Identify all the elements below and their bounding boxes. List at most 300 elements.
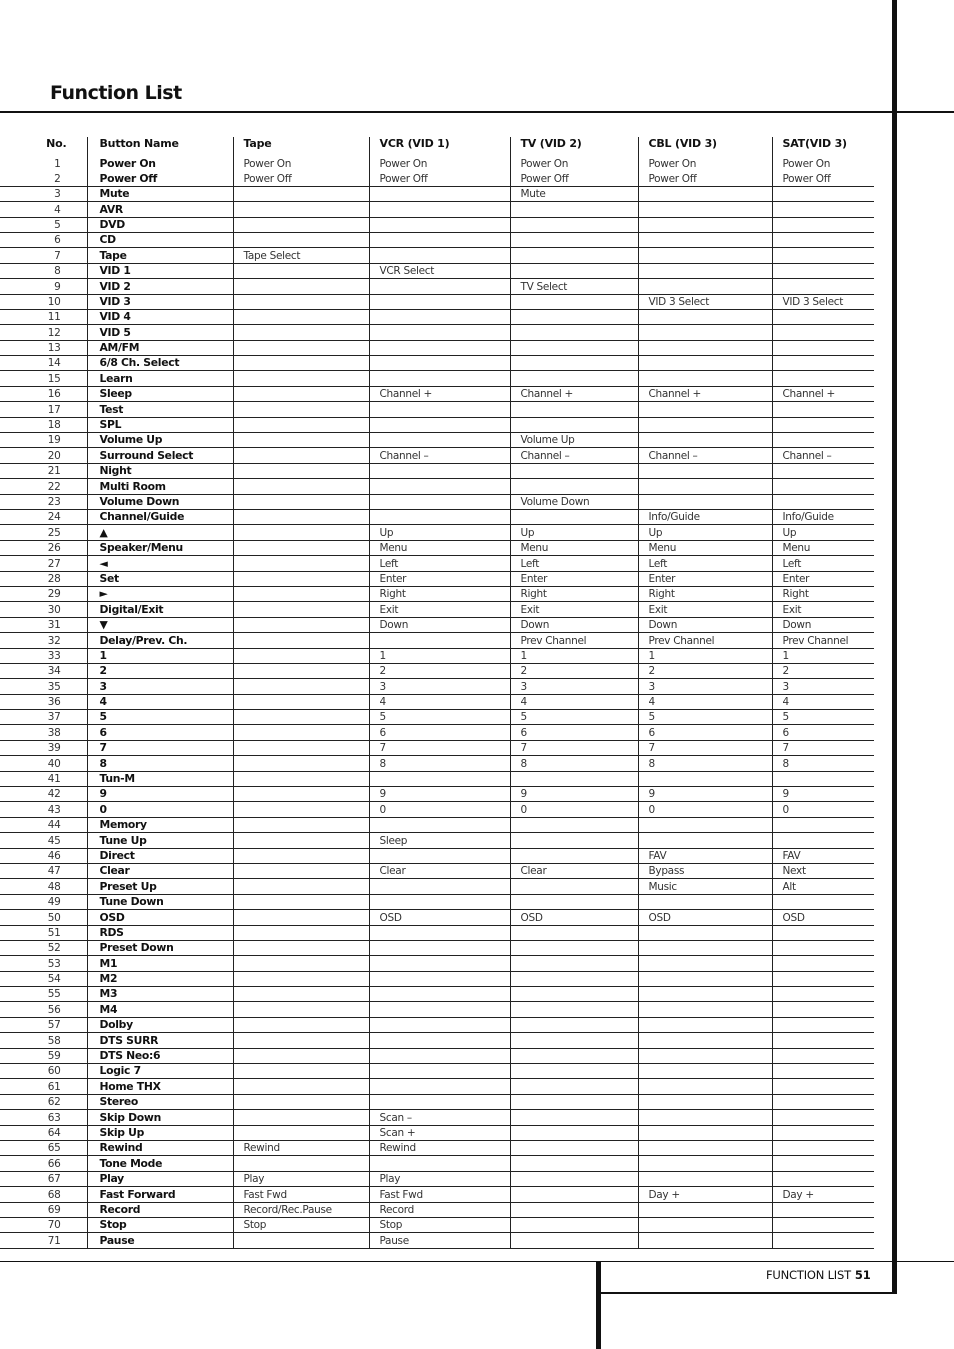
cell-cbl-vid3 xyxy=(638,833,772,848)
cell-button-name: Stereo xyxy=(87,1094,233,1109)
cell-no: 56 xyxy=(0,1002,87,1017)
cell-tv-vid2 xyxy=(510,1141,638,1156)
cell-tv-vid2 xyxy=(510,1110,638,1125)
cell-no: 34 xyxy=(0,663,87,678)
cell-vcr-vid1: Rewind xyxy=(369,1141,510,1156)
cell-vcr-vid1 xyxy=(369,279,510,294)
cell-tape xyxy=(233,340,369,355)
cell-button-name: 5 xyxy=(87,710,233,725)
cell-sat-vid3: 2 xyxy=(772,663,874,678)
cell-tv-vid2: 4 xyxy=(510,694,638,709)
cell-sat-vid3 xyxy=(772,325,874,340)
cell-button-name: Tun-M xyxy=(87,771,233,786)
cell-tv-vid2: 7 xyxy=(510,740,638,755)
cell-no: 35 xyxy=(0,679,87,694)
cell-cbl-vid3 xyxy=(638,417,772,432)
table-row xyxy=(0,879,874,894)
cell-cbl-vid3: 1 xyxy=(638,648,772,663)
cell-tape xyxy=(233,325,369,340)
cell-cbl-vid3 xyxy=(638,217,772,232)
cell-no: 41 xyxy=(0,771,87,786)
cell-cbl-vid3 xyxy=(638,1171,772,1186)
cell-sat-vid3 xyxy=(772,925,874,940)
table-row xyxy=(0,1048,874,1063)
cell-cbl-vid3: OSD xyxy=(638,910,772,925)
cell-tape xyxy=(233,756,369,771)
cell-sat-vid3 xyxy=(772,263,874,278)
cell-cbl-vid3 xyxy=(638,1094,772,1109)
cell-cbl-vid3: Prev Channel xyxy=(638,633,772,648)
cell-no: 38 xyxy=(0,725,87,740)
cell-vcr-vid1: Play xyxy=(369,1171,510,1186)
cell-cbl-vid3 xyxy=(638,463,772,478)
table-row xyxy=(0,817,874,832)
function-list-table xyxy=(0,137,874,1249)
cell-vcr-vid1 xyxy=(369,971,510,986)
cell-no: 50 xyxy=(0,910,87,925)
cell-button-name: DTS Neo:6 xyxy=(87,1048,233,1063)
table-row xyxy=(0,987,874,1002)
cell-button-name: Test xyxy=(87,402,233,417)
cell-tape xyxy=(233,556,369,571)
cell-vcr-vid1: Stop xyxy=(369,1217,510,1232)
cell-vcr-vid1 xyxy=(369,1064,510,1079)
cell-tape: Power Off xyxy=(233,171,369,186)
cell-button-name: SPL xyxy=(87,417,233,432)
cell-cbl-vid3 xyxy=(638,202,772,217)
cell-no: 10 xyxy=(0,294,87,309)
cell-tv-vid2 xyxy=(510,1202,638,1217)
table-row xyxy=(0,602,874,617)
cell-no: 43 xyxy=(0,802,87,817)
cell-tv-vid2: 2 xyxy=(510,663,638,678)
cell-vcr-vid1: 6 xyxy=(369,725,510,740)
cell-cbl-vid3: 9 xyxy=(638,787,772,802)
table-row xyxy=(0,956,874,971)
cell-sat-vid3 xyxy=(772,1017,874,1032)
cell-button-name: M2 xyxy=(87,971,233,986)
cell-vcr-vid1 xyxy=(369,879,510,894)
cell-sat-vid3 xyxy=(772,309,874,324)
cell-vcr-vid1 xyxy=(369,202,510,217)
cell-sat-vid3: Enter xyxy=(772,571,874,586)
cell-tv-vid2: Exit xyxy=(510,602,638,617)
cell-sat-vid3: 6 xyxy=(772,725,874,740)
cell-button-name: Delay/Prev. Ch. xyxy=(87,633,233,648)
cell-tv-vid2: Channel + xyxy=(510,386,638,401)
cell-vcr-vid1: 0 xyxy=(369,802,510,817)
cell-tv-vid2 xyxy=(510,217,638,232)
cell-tape xyxy=(233,679,369,694)
cell-cbl-vid3 xyxy=(638,971,772,986)
cell-tape xyxy=(233,371,369,386)
cell-button-name: Volume Up xyxy=(87,433,233,448)
table-row xyxy=(0,509,874,524)
cell-button-name: ► xyxy=(87,586,233,601)
cell-no: 27 xyxy=(0,556,87,571)
cell-button-name: M4 xyxy=(87,1002,233,1017)
cell-vcr-vid1: 3 xyxy=(369,679,510,694)
cell-vcr-vid1 xyxy=(369,417,510,432)
cell-tv-vid2: 5 xyxy=(510,710,638,725)
cell-button-name: 3 xyxy=(87,679,233,694)
cell-button-name: 4 xyxy=(87,694,233,709)
table-row xyxy=(0,802,874,817)
cell-vcr-vid1: Channel + xyxy=(369,386,510,401)
cell-tape xyxy=(233,971,369,986)
cell-button-name: ▼ xyxy=(87,617,233,632)
cell-tape: Play xyxy=(233,1171,369,1186)
cell-tape xyxy=(233,910,369,925)
cell-tv-vid2: Volume Up xyxy=(510,433,638,448)
table-row xyxy=(0,417,874,432)
cell-tape xyxy=(233,710,369,725)
table-row xyxy=(0,402,874,417)
cell-tv-vid2: Mute xyxy=(510,186,638,201)
cell-tape xyxy=(233,956,369,971)
cell-tv-vid2 xyxy=(510,1079,638,1094)
cell-tape: Fast Fwd xyxy=(233,1187,369,1202)
cell-no: 48 xyxy=(0,879,87,894)
cell-vcr-vid1: Scan + xyxy=(369,1125,510,1140)
table-row xyxy=(0,340,874,355)
table-row xyxy=(0,633,874,648)
table-row xyxy=(0,1079,874,1094)
cell-sat-vid3 xyxy=(772,479,874,494)
cell-sat-vid3: 9 xyxy=(772,787,874,802)
table-row xyxy=(0,494,874,509)
cell-tv-vid2: 9 xyxy=(510,787,638,802)
table-row xyxy=(0,1017,874,1032)
table-row xyxy=(0,556,874,571)
cell-button-name: Record xyxy=(87,1202,233,1217)
cell-sat-vid3 xyxy=(772,940,874,955)
table-row xyxy=(0,1171,874,1186)
cell-button-name: Preset Down xyxy=(87,940,233,955)
cell-cbl-vid3: 2 xyxy=(638,663,772,678)
cell-cbl-vid3 xyxy=(638,263,772,278)
cell-button-name: RDS xyxy=(87,925,233,940)
cell-cbl-vid3 xyxy=(638,325,772,340)
cell-cbl-vid3 xyxy=(638,340,772,355)
cell-tv-vid2: Right xyxy=(510,586,638,601)
cell-tv-vid2 xyxy=(510,1171,638,1186)
table-row xyxy=(0,386,874,401)
cell-no: 63 xyxy=(0,1110,87,1125)
cell-tape: Tape Select xyxy=(233,248,369,263)
cell-cbl-vid3: Channel + xyxy=(638,386,772,401)
cell-tv-vid2 xyxy=(510,248,638,263)
cell-cbl-vid3 xyxy=(638,186,772,201)
cell-tape xyxy=(233,787,369,802)
cell-cbl-vid3 xyxy=(638,1017,772,1032)
cell-vcr-vid1 xyxy=(369,1033,510,1048)
cell-tape xyxy=(233,1033,369,1048)
cell-cbl-vid3: Channel – xyxy=(638,448,772,463)
cell-no: 9 xyxy=(0,279,87,294)
table-row xyxy=(0,279,874,294)
table-row xyxy=(0,325,874,340)
cell-vcr-vid1: Power On xyxy=(369,157,510,171)
cell-sat-vid3 xyxy=(772,202,874,217)
table-row xyxy=(0,756,874,771)
cell-sat-vid3: Up xyxy=(772,525,874,540)
cell-button-name: Learn xyxy=(87,371,233,386)
table-row xyxy=(0,186,874,201)
cell-cbl-vid3: Left xyxy=(638,556,772,571)
header-vcr-vid1: VCR (VID 1) xyxy=(369,137,510,157)
cell-tv-vid2 xyxy=(510,463,638,478)
cell-vcr-vid1: Fast Fwd xyxy=(369,1187,510,1202)
cell-no: 31 xyxy=(0,617,87,632)
cell-no: 26 xyxy=(0,540,87,555)
cell-no: 2 xyxy=(0,171,87,186)
cell-button-name: VID 2 xyxy=(87,279,233,294)
table-row xyxy=(0,1141,874,1156)
table-row xyxy=(0,925,874,940)
page-footer xyxy=(766,1268,871,1282)
cell-tv-vid2 xyxy=(510,971,638,986)
cell-tape xyxy=(233,1002,369,1017)
cell-tape xyxy=(233,356,369,371)
cell-vcr-vid1 xyxy=(369,494,510,509)
cell-cbl-vid3 xyxy=(638,1079,772,1094)
cell-no: 61 xyxy=(0,1079,87,1094)
cell-vcr-vid1: Exit xyxy=(369,602,510,617)
cell-cbl-vid3: Menu xyxy=(638,540,772,555)
cell-tv-vid2: Up xyxy=(510,525,638,540)
cell-cbl-vid3 xyxy=(638,894,772,909)
cell-button-name: Mute xyxy=(87,186,233,201)
cell-button-name: 2 xyxy=(87,663,233,678)
cell-sat-vid3: Right xyxy=(772,586,874,601)
cell-button-name: ▲ xyxy=(87,525,233,540)
cell-button-name: VID 4 xyxy=(87,309,233,324)
cell-sat-vid3: 4 xyxy=(772,694,874,709)
cell-tape xyxy=(233,279,369,294)
cell-tv-vid2: Menu xyxy=(510,540,638,555)
cell-no: 20 xyxy=(0,448,87,463)
cell-tape xyxy=(233,1048,369,1063)
cell-tape xyxy=(233,633,369,648)
cell-no: 65 xyxy=(0,1141,87,1156)
cell-button-name: 8 xyxy=(87,756,233,771)
cell-no: 58 xyxy=(0,1033,87,1048)
cell-tape: Power On xyxy=(233,157,369,171)
table-row xyxy=(0,232,874,247)
cell-cbl-vid3 xyxy=(638,371,772,386)
cell-vcr-vid1 xyxy=(369,356,510,371)
cell-tape xyxy=(233,232,369,247)
table-row xyxy=(0,863,874,878)
cell-cbl-vid3: 8 xyxy=(638,756,772,771)
cell-tv-vid2 xyxy=(510,987,638,1002)
cell-cbl-vid3: Info/Guide xyxy=(638,509,772,524)
cell-vcr-vid1 xyxy=(369,987,510,1002)
cell-no: 6 xyxy=(0,232,87,247)
cell-no: 64 xyxy=(0,1125,87,1140)
cell-button-name: Tape xyxy=(87,248,233,263)
cell-tv-vid2: Power On xyxy=(510,157,638,171)
table-row xyxy=(0,848,874,863)
cell-vcr-vid1: Right xyxy=(369,586,510,601)
cell-cbl-vid3: FAV xyxy=(638,848,772,863)
cell-vcr-vid1 xyxy=(369,402,510,417)
cell-button-name: Pause xyxy=(87,1233,233,1248)
cell-sat-vid3 xyxy=(772,279,874,294)
cell-no: 47 xyxy=(0,863,87,878)
cell-sat-vid3 xyxy=(772,433,874,448)
cell-cbl-vid3 xyxy=(638,279,772,294)
cell-tv-vid2 xyxy=(510,1064,638,1079)
table-row xyxy=(0,217,874,232)
cell-sat-vid3 xyxy=(772,1171,874,1186)
cell-cbl-vid3: 3 xyxy=(638,679,772,694)
cell-tv-vid2 xyxy=(510,309,638,324)
cell-button-name: Skip Up xyxy=(87,1125,233,1140)
table-row xyxy=(0,771,874,786)
cell-button-name: Tune Down xyxy=(87,894,233,909)
cell-tape xyxy=(233,525,369,540)
cell-sat-vid3 xyxy=(772,1202,874,1217)
cell-tv-vid2 xyxy=(510,1125,638,1140)
cell-vcr-vid1: Clear xyxy=(369,863,510,878)
cell-sat-vid3 xyxy=(772,1141,874,1156)
table-row xyxy=(0,586,874,601)
cell-tape xyxy=(233,386,369,401)
table-row xyxy=(0,1233,874,1248)
cell-no: 36 xyxy=(0,694,87,709)
cell-cbl-vid3 xyxy=(638,1202,772,1217)
cell-cbl-vid3 xyxy=(638,956,772,971)
cell-button-name: VID 3 xyxy=(87,294,233,309)
table-header-row xyxy=(0,137,874,157)
table-row xyxy=(0,448,874,463)
cell-sat-vid3 xyxy=(772,371,874,386)
header-button-name: Button Name xyxy=(87,137,233,157)
cell-vcr-vid1 xyxy=(369,309,510,324)
cell-cbl-vid3: Down xyxy=(638,617,772,632)
cell-cbl-vid3: Up xyxy=(638,525,772,540)
table-row xyxy=(0,833,874,848)
cell-cbl-vid3 xyxy=(638,771,772,786)
cell-no: 15 xyxy=(0,371,87,386)
table-row xyxy=(0,1064,874,1079)
table-row xyxy=(0,463,874,478)
cell-no: 13 xyxy=(0,340,87,355)
cell-no: 7 xyxy=(0,248,87,263)
cell-no: 42 xyxy=(0,787,87,802)
cell-button-name: 0 xyxy=(87,802,233,817)
cell-tape xyxy=(233,925,369,940)
cell-vcr-vid1 xyxy=(369,232,510,247)
cell-vcr-vid1 xyxy=(369,1048,510,1063)
header-tape: Tape xyxy=(233,137,369,157)
cell-sat-vid3 xyxy=(772,1033,874,1048)
cell-tape xyxy=(233,1110,369,1125)
cell-sat-vid3: Next xyxy=(772,863,874,878)
cell-no: 5 xyxy=(0,217,87,232)
table-row xyxy=(0,710,874,725)
cell-vcr-vid1: Sleep xyxy=(369,833,510,848)
cell-sat-vid3: 8 xyxy=(772,756,874,771)
cell-vcr-vid1 xyxy=(369,817,510,832)
cell-sat-vid3 xyxy=(772,971,874,986)
cell-no: 18 xyxy=(0,417,87,432)
cell-no: 25 xyxy=(0,525,87,540)
cell-tv-vid2: Clear xyxy=(510,863,638,878)
cell-vcr-vid1: Up xyxy=(369,525,510,540)
cell-button-name: 6/8 Ch. Select xyxy=(87,356,233,371)
cell-cbl-vid3 xyxy=(638,1125,772,1140)
cell-button-name: Tone Mode xyxy=(87,1156,233,1171)
cell-tv-vid2: Channel – xyxy=(510,448,638,463)
cell-button-name: Volume Down xyxy=(87,494,233,509)
cell-button-name: Surround Select xyxy=(87,448,233,463)
cell-no: 40 xyxy=(0,756,87,771)
cell-vcr-vid1: 4 xyxy=(369,694,510,709)
header-tv-vid2: TV (VID 2) xyxy=(510,137,638,157)
cell-tv-vid2 xyxy=(510,1217,638,1232)
cell-no: 54 xyxy=(0,971,87,986)
cell-sat-vid3: 5 xyxy=(772,710,874,725)
cell-tape xyxy=(233,879,369,894)
cell-vcr-vid1 xyxy=(369,217,510,232)
header-sat-vid3: SAT(VID 3) xyxy=(772,137,874,157)
cell-sat-vid3 xyxy=(772,1079,874,1094)
cell-vcr-vid1: 8 xyxy=(369,756,510,771)
title-underline-rule xyxy=(0,111,954,113)
cell-tv-vid2 xyxy=(510,1048,638,1063)
cell-button-name: Play xyxy=(87,1171,233,1186)
cell-tv-vid2: 1 xyxy=(510,648,638,663)
cell-button-name: Power On xyxy=(87,157,233,171)
cell-tape xyxy=(233,848,369,863)
table-row xyxy=(0,1187,874,1202)
table-row xyxy=(0,525,874,540)
cell-tv-vid2 xyxy=(510,509,638,524)
cell-tape xyxy=(233,617,369,632)
cell-tv-vid2 xyxy=(510,371,638,386)
cell-tv-vid2 xyxy=(510,925,638,940)
cell-button-name: Multi Room xyxy=(87,479,233,494)
cell-sat-vid3: 1 xyxy=(772,648,874,663)
table-row xyxy=(0,1217,874,1232)
cell-vcr-vid1 xyxy=(369,771,510,786)
cell-button-name: 7 xyxy=(87,740,233,755)
cell-cbl-vid3 xyxy=(638,433,772,448)
cell-tv-vid2 xyxy=(510,1033,638,1048)
cell-sat-vid3: Prev Channel xyxy=(772,633,874,648)
cell-tape xyxy=(233,1017,369,1032)
table-row xyxy=(0,171,874,186)
cell-button-name: Set xyxy=(87,571,233,586)
cell-tape xyxy=(233,202,369,217)
cell-sat-vid3 xyxy=(772,1094,874,1109)
cell-vcr-vid1 xyxy=(369,325,510,340)
cell-button-name: Digital/Exit xyxy=(87,602,233,617)
cell-sat-vid3: OSD xyxy=(772,910,874,925)
cell-button-name: 1 xyxy=(87,648,233,663)
cell-button-name: VID 1 xyxy=(87,263,233,278)
cell-sat-vid3 xyxy=(772,1217,874,1232)
cell-cbl-vid3 xyxy=(638,309,772,324)
cell-sat-vid3 xyxy=(772,1125,874,1140)
cell-button-name: Stop xyxy=(87,1217,233,1232)
cell-tape xyxy=(233,540,369,555)
cell-tv-vid2 xyxy=(510,879,638,894)
cell-sat-vid3 xyxy=(772,956,874,971)
